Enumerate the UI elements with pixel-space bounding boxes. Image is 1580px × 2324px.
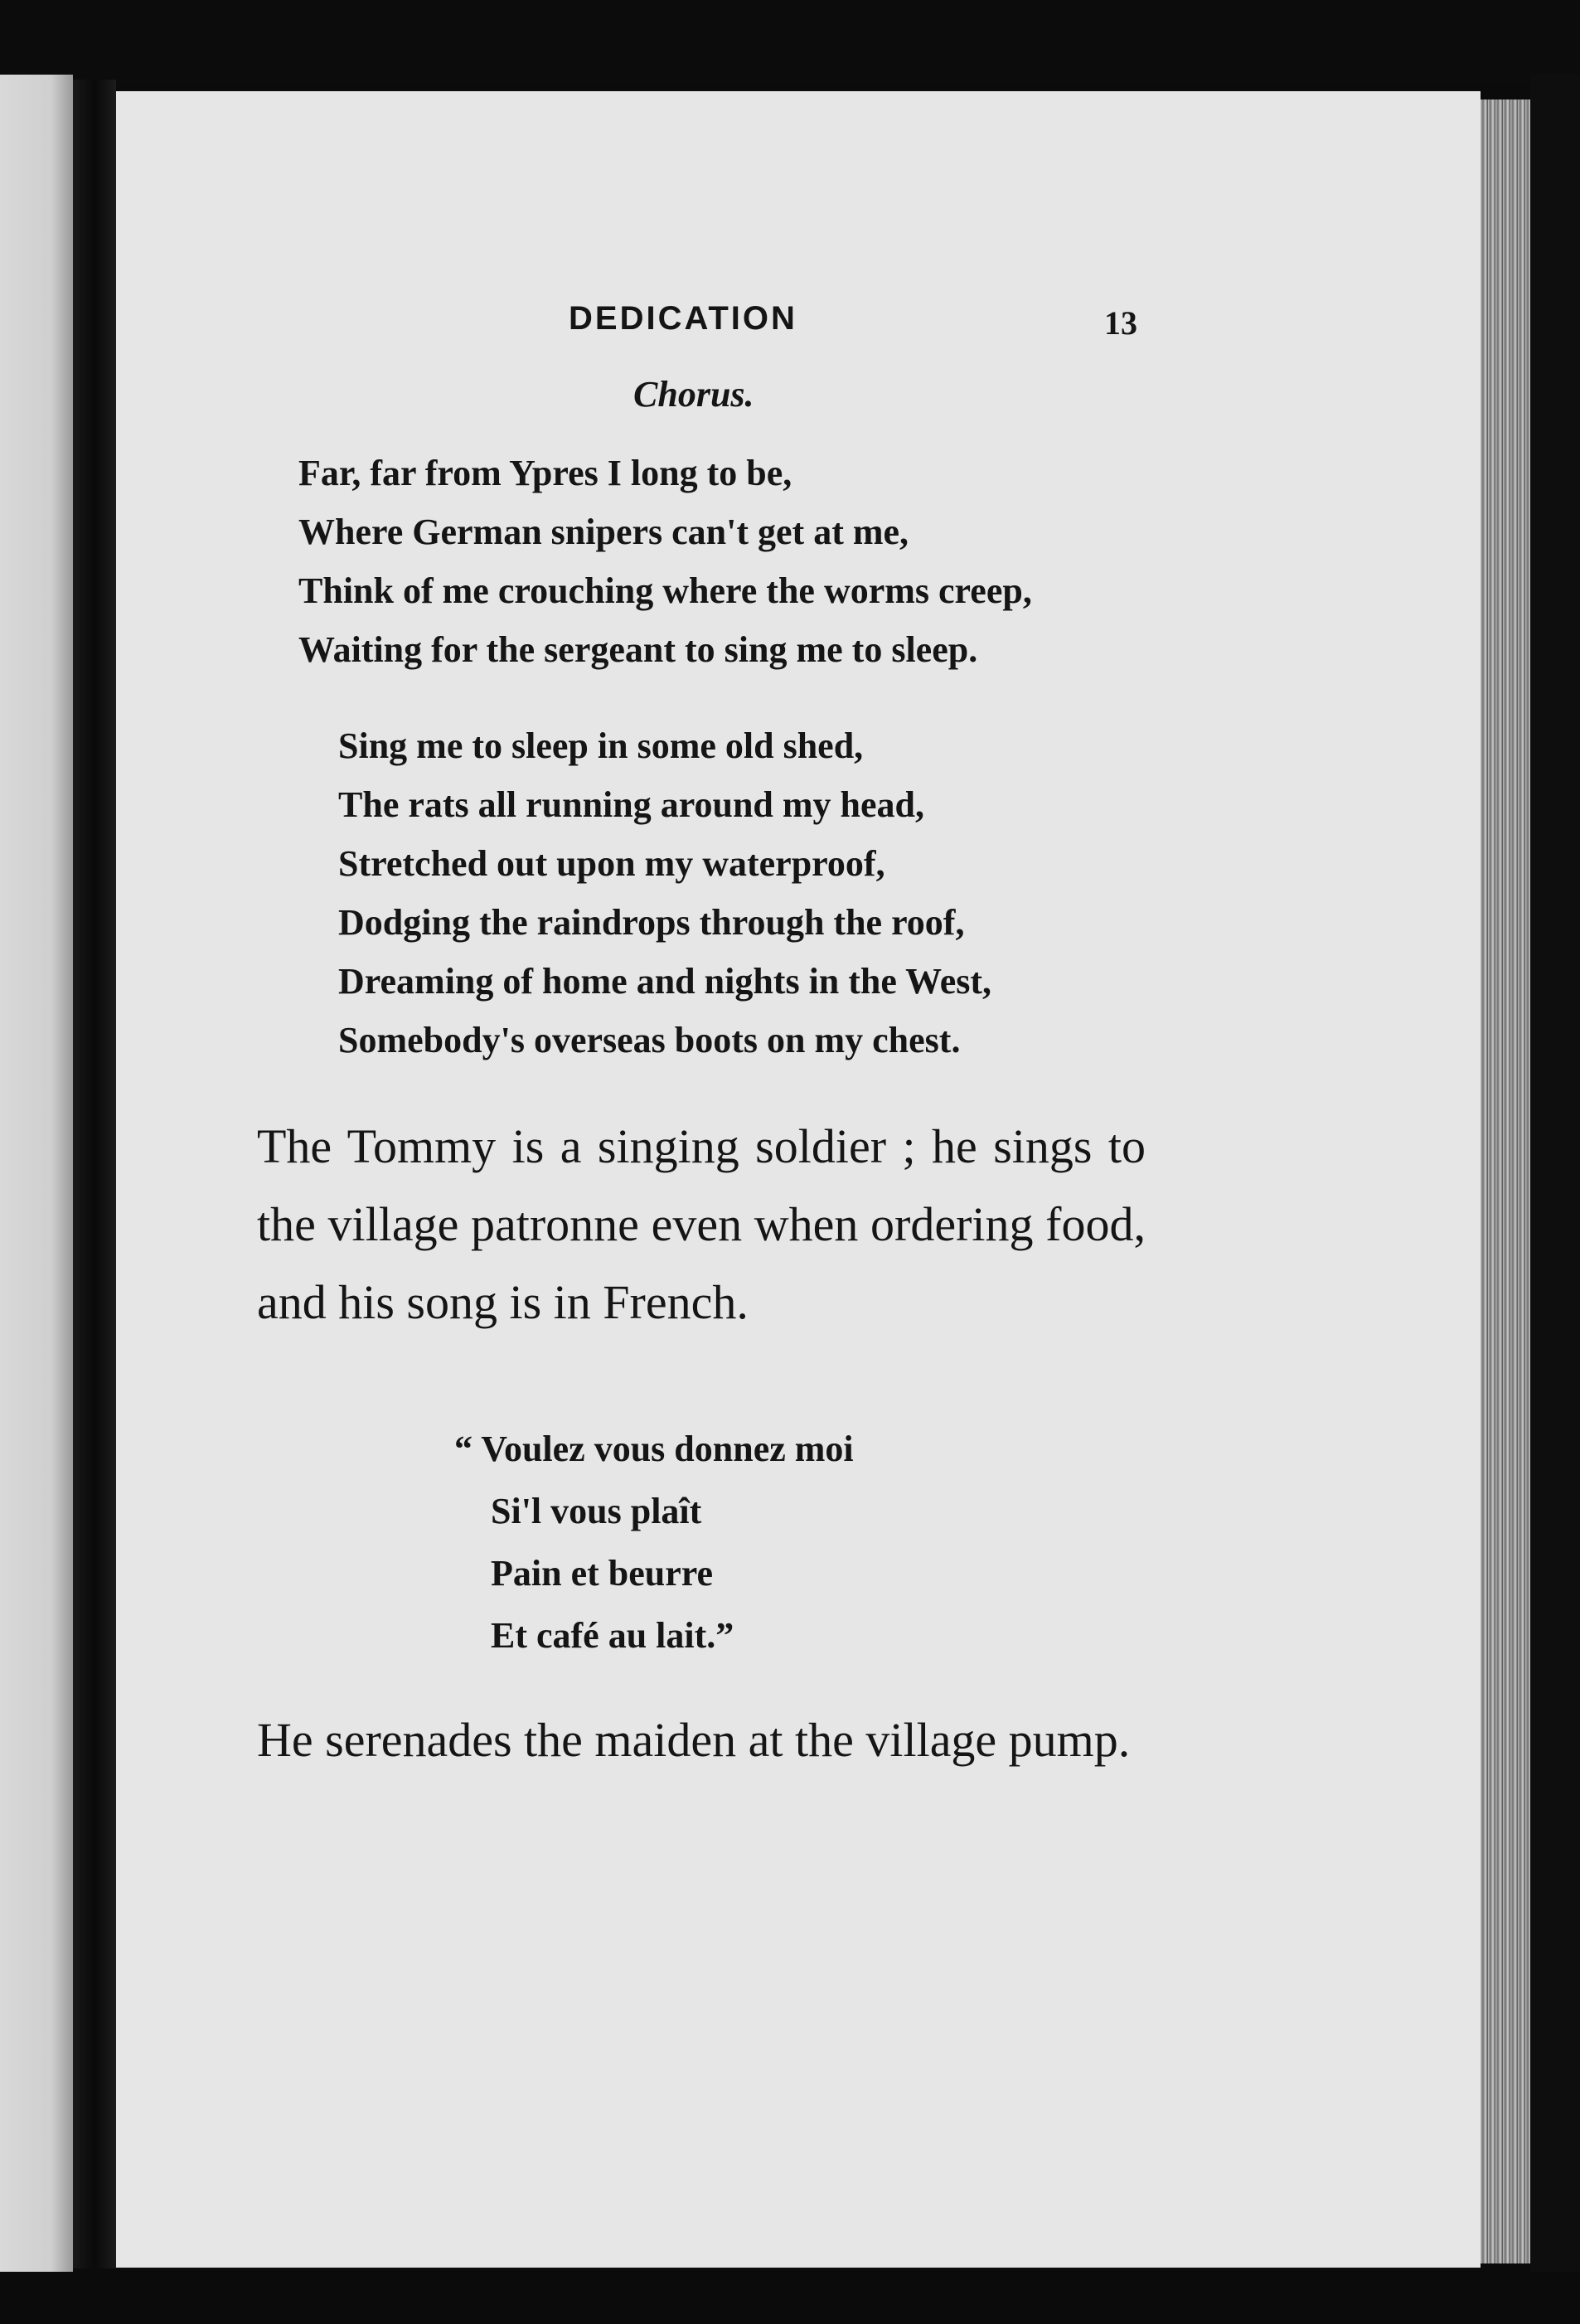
french-song <box>454 1418 854 1667</box>
prose-paragraph: The Tommy is a singing soldier ; he sings to the village patronne even when ordering food, and his song is in French. <box>257 1119 1146 1329</box>
song-line: Si'l vous plaît <box>491 1491 702 1531</box>
prose-paragraph: He serenades the maiden at the village pump. <box>257 1713 1131 1767</box>
page-header <box>0 300 1580 350</box>
scan-border-bottom <box>0 2272 1580 2324</box>
chorus-heading: Chorus. <box>633 374 754 415</box>
verse-line: Stretched out upon my waterproof, <box>338 843 885 884</box>
scan-border-right <box>1530 75 1580 2324</box>
page-number: 13 <box>1104 304 1137 342</box>
verse-line: Where German snipers can't get at me, <box>298 512 909 552</box>
running-head: DEDICATION <box>569 300 797 337</box>
verse-stanza <box>338 716 991 1070</box>
page-stack-edge <box>1481 99 1530 2263</box>
verse-line: Far, far from Ypres I long to be, <box>298 453 792 493</box>
song-line: Et café au lait.” <box>491 1615 734 1656</box>
verse-line: Dodging the raindrops through the roof, <box>338 902 965 943</box>
song-line: Pain et beurre <box>491 1553 714 1594</box>
song-line: “ Voulez vous donnez moi <box>454 1429 854 1469</box>
book-spine <box>73 80 116 2268</box>
verse-line: The rats all running around my head, <box>338 784 925 825</box>
facing-page-edge <box>0 75 73 2280</box>
verse-line: Sing me to sleep in some old shed, <box>338 725 864 766</box>
scan-border-top <box>0 0 1580 83</box>
chorus-stanza <box>298 444 1032 679</box>
verse-line: Dreaming of home and nights in the West, <box>338 961 992 1002</box>
verse-line: Think of me crouching where the worms creep, <box>298 570 1032 611</box>
verse-line: Waiting for the sergeant to sing me to sleep. <box>298 629 978 670</box>
verse-line: Somebody's overseas boots on my chest. <box>338 1020 961 1060</box>
